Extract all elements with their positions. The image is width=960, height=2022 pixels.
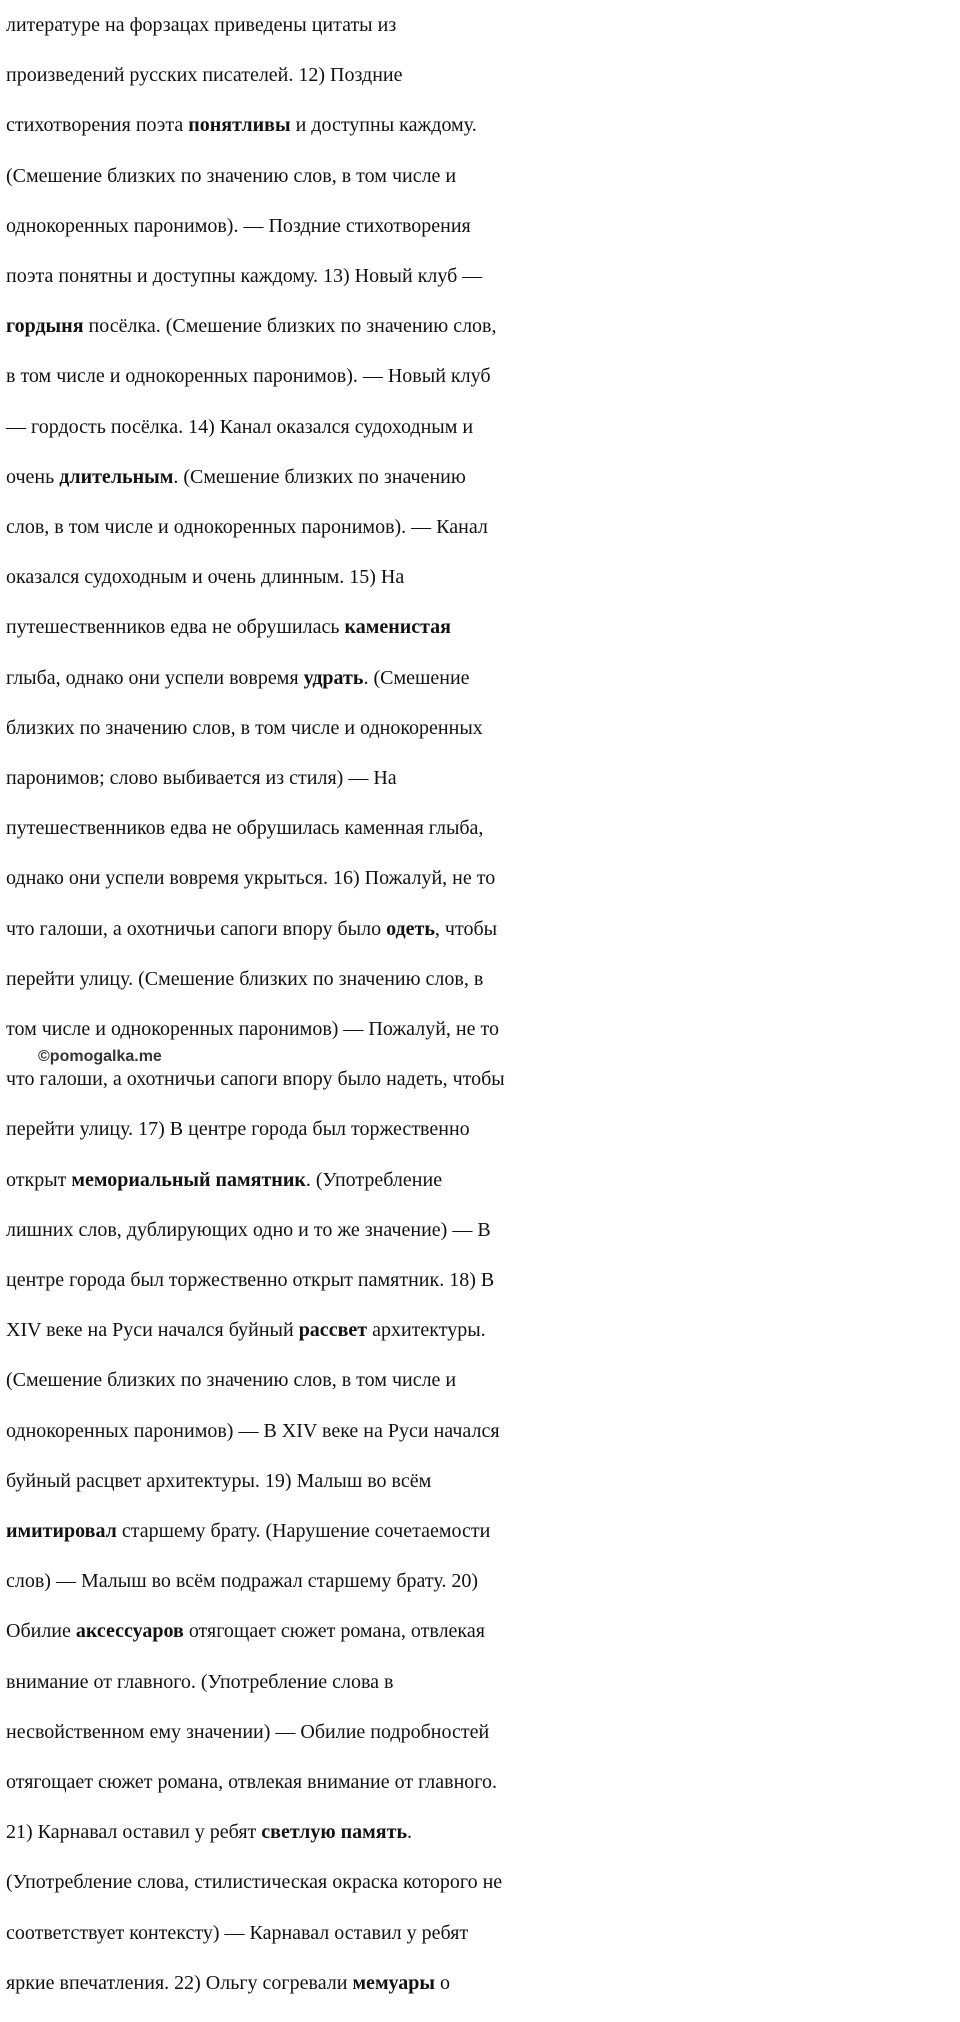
text-segment: старшему брату. (Нарушение сочетаемости bbox=[116, 1520, 491, 1542]
highlighted-word: одеть bbox=[386, 917, 435, 940]
text-line bbox=[6, 1807, 960, 1857]
text-segment: произведений русских писателей. 12) Поздние bbox=[6, 64, 403, 87]
text-segment: (Смешение близких по значению слов, в том числе и bbox=[6, 164, 457, 187]
highlighted-word: рассвет bbox=[298, 1319, 368, 1342]
text-line bbox=[6, 452, 960, 502]
text-line bbox=[6, 1908, 960, 1958]
text-segment: однокоренных паронимов). — Поздние стихотворения bbox=[6, 214, 471, 237]
text-line bbox=[6, 251, 960, 301]
text-segment: перейти улицу. 17) В центре города был торжественно bbox=[6, 1118, 470, 1141]
text-segment: однокоренных паронимов) — В XIV веке на Руси начался bbox=[6, 1419, 500, 1442]
text-segment: отягощает сюжет романа, отвлекая внимание от главного. bbox=[6, 1771, 498, 1793]
text-line bbox=[6, 1155, 960, 1205]
text-segment: . (Смешение bbox=[363, 666, 470, 689]
text-line bbox=[6, 552, 960, 602]
text-segment: слов) — Малыш во всём подражал старшему брату. 20) bbox=[6, 1570, 479, 1593]
text-line bbox=[6, 1556, 960, 1606]
text-segment: несвойственном ему значении) — Обилие подробностей bbox=[6, 1720, 490, 1743]
text-segment: яркие впечатления. 22) Ольгу согревали bbox=[6, 1971, 353, 1994]
text-segment: . (Употребление bbox=[305, 1168, 443, 1191]
text-segment: том числе и однокоренных паронимов) — Пожалуй, не то bbox=[6, 1018, 499, 1040]
text-line bbox=[6, 1456, 960, 1506]
highlighted-word: каменистая bbox=[344, 616, 452, 639]
text-segment: внимание от главного. (Употребление слова в bbox=[6, 1670, 394, 1693]
highlighted-word: аксессуаров bbox=[75, 1620, 184, 1643]
text-line bbox=[6, 853, 960, 903]
text-segment: близких по значению слов, в том числе и однокоренных bbox=[6, 716, 483, 739]
text-segment: и доступны каждому. bbox=[290, 114, 477, 137]
text-line bbox=[6, 1004, 960, 1054]
highlighted-word: гордыня bbox=[6, 315, 84, 338]
text-segment: открыт bbox=[6, 1168, 72, 1191]
text-line bbox=[6, 0, 960, 50]
text-segment: литературе на форзацах приведены цитаты из bbox=[6, 14, 397, 36]
text-line bbox=[6, 502, 960, 552]
text-segment: (Смешение близких по значению слов, в том числе и bbox=[6, 1369, 457, 1392]
highlighted-word: имитировал bbox=[6, 1520, 117, 1542]
text-line bbox=[6, 100, 960, 150]
text-segment: путешественников едва не обрушилась каменная глыба, bbox=[6, 817, 484, 840]
text-segment: — гордость посёлка. 14) Канал оказался судоходным и bbox=[6, 415, 474, 438]
text-line bbox=[6, 803, 960, 853]
text-segment: (Употребление слова, стилистическая окраска которого не bbox=[6, 1871, 503, 1894]
text-line bbox=[6, 50, 960, 100]
text-line bbox=[6, 151, 960, 201]
text-segment: буйный расцвет архитектуры. 19) Малыш во всём bbox=[6, 1469, 432, 1492]
text-line bbox=[6, 1406, 960, 1456]
text-segment: посёлка. (Смешение близких по значению слов, bbox=[83, 315, 497, 338]
text-segment: в том числе и однокоренных паронимов). — Новый клуб bbox=[6, 365, 491, 388]
text-segment: поэта понятны и доступны каждому. 13) Новый клуб — bbox=[6, 265, 483, 287]
text-line bbox=[6, 602, 960, 652]
text-segment: лишних слов, дублирующих одно и то же значение) — В bbox=[6, 1218, 491, 1241]
text-segment: отягощает сюжет романа, отвлекая bbox=[183, 1620, 485, 1643]
text-line bbox=[6, 1506, 960, 1556]
text-line bbox=[6, 1958, 960, 2008]
text-line bbox=[6, 1657, 960, 1707]
text-line bbox=[6, 904, 960, 954]
text-segment: центре города был торжественно открыт памятник. 18) В bbox=[6, 1269, 495, 1291]
text-line bbox=[6, 1104, 960, 1154]
text-segment: архитектуры. bbox=[367, 1319, 486, 1342]
text-segment: перейти улицу. (Смешение близких по значению слов, в bbox=[6, 967, 484, 990]
text-line bbox=[6, 653, 960, 703]
text-segment: соответствует контексту) — Карнавал оставил у ребят bbox=[6, 1921, 469, 1944]
watermark: ©pomogalka.me bbox=[38, 1048, 162, 1065]
text-segment: очень bbox=[6, 465, 60, 488]
text-segment: . bbox=[407, 1821, 413, 1844]
text-line bbox=[6, 1707, 960, 1757]
text-segment: оказался судоходным и очень длинным. 15) На bbox=[6, 566, 405, 589]
text-line bbox=[6, 1857, 960, 1907]
highlighted-word: удрать bbox=[303, 666, 364, 689]
text-line bbox=[6, 954, 960, 1004]
text-segment: , чтобы bbox=[434, 917, 498, 940]
highlighted-word: понятливы bbox=[188, 114, 291, 137]
text-segment: о bbox=[435, 1971, 451, 1994]
text-segment: XIV веке на Руси начался буйный bbox=[6, 1319, 299, 1342]
text-segment: Обилие bbox=[6, 1620, 76, 1643]
text-segment: что галоши, а охотничьи сапоги впору было надеть, чтобы bbox=[6, 1068, 505, 1091]
text-segment: 21) Карнавал оставил у ребят bbox=[6, 1821, 262, 1844]
text-line bbox=[6, 301, 960, 351]
text-segment: путешественников едва не обрушилась bbox=[6, 616, 345, 639]
text-line bbox=[6, 1606, 960, 1656]
text-segment: стихотворения поэта bbox=[6, 114, 189, 137]
text-line bbox=[6, 351, 960, 401]
highlighted-word: мемуары bbox=[352, 1971, 436, 1994]
text-line bbox=[6, 1757, 960, 1807]
text-line bbox=[6, 402, 960, 452]
text-line bbox=[6, 1255, 960, 1305]
text-segment: паронимов; слово выбивается из стиля) — На bbox=[6, 767, 397, 789]
text-segment: слов, в том числе и однокоренных паронимов). — Канал bbox=[6, 516, 488, 538]
highlighted-word: мемориальный памятник bbox=[71, 1168, 306, 1191]
highlighted-word: длительным bbox=[59, 465, 174, 488]
text-segment: . (Смешение близких по значению bbox=[173, 465, 466, 488]
text-segment: однако они успели вовремя укрыться. 16) Пожалуй, не то bbox=[6, 867, 496, 890]
text-segment: глыба, однако они успели вовремя bbox=[6, 666, 304, 689]
text-line bbox=[6, 201, 960, 251]
text-line bbox=[6, 1355, 960, 1405]
text-segment: что галоши, а охотничьи сапоги впору было bbox=[6, 917, 387, 940]
text-line bbox=[6, 753, 960, 803]
text-line bbox=[6, 703, 960, 753]
highlighted-word: светлую память bbox=[261, 1821, 408, 1844]
text-line bbox=[6, 1305, 960, 1355]
text-line bbox=[6, 1205, 960, 1255]
